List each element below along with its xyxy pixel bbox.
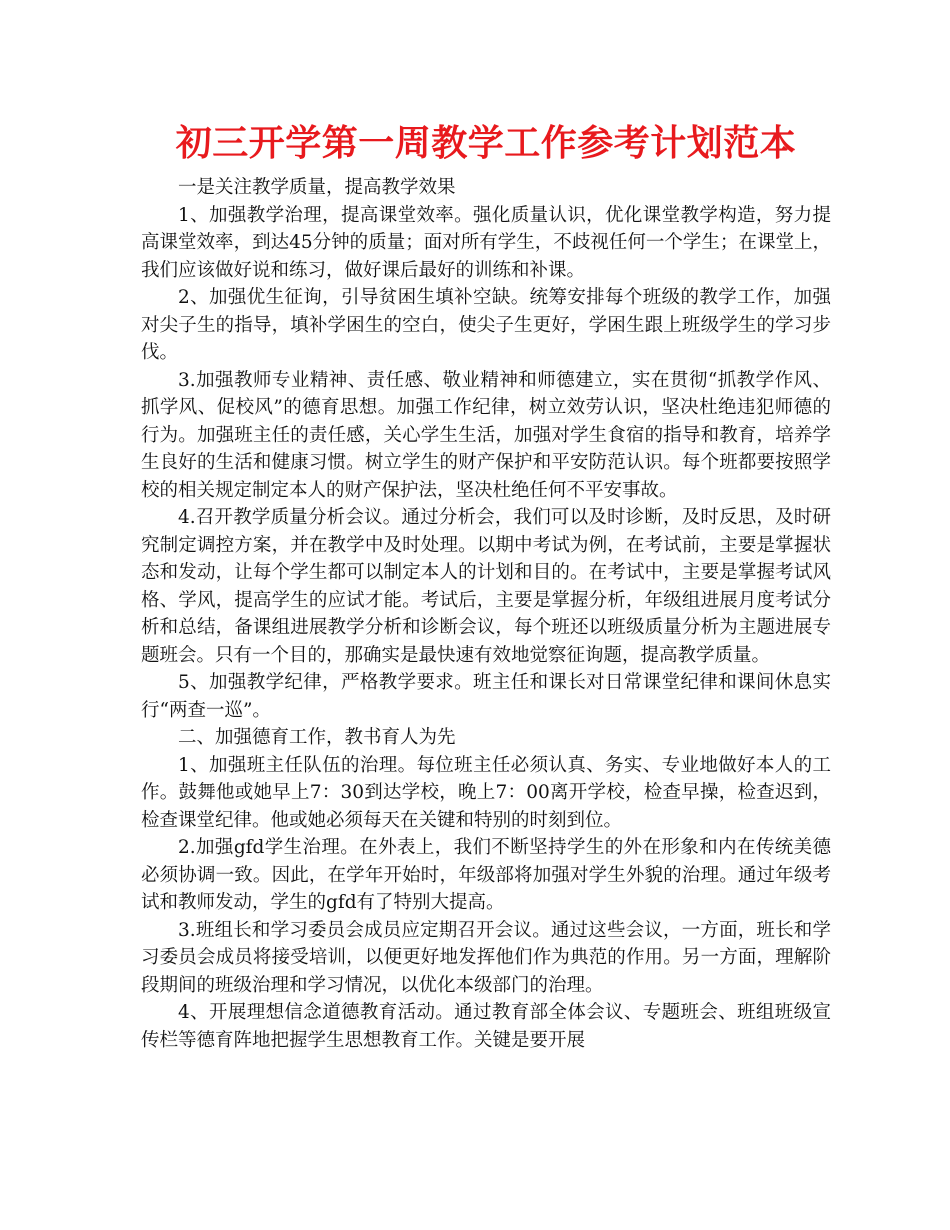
- paragraph-section-two-item-4: 4、开展理想信念道德教育活动。通过教育部全体会议、专题班会、班组班级宣传栏等德育阵地把握学生思想教育工作。关键是要开展: [141, 1002, 831, 1051]
- paragraph-item-2: 2、加强优生征询，引导贫困生填补空缺。统筹安排每个班级的教学工作，加强对尖子生的指导，填补学困生的空白，使尖子生更好，学困生跟上班级学生的学习步伐。: [141, 287, 831, 363]
- paragraph-item-4: 4.召开教学质量分析会议。通过分析会，我们可以及时诊断，及时反思，及时研究制定调控方案，并在教学中及时处理。以期中考试为例，在考试前，主要是掌握状态和发动，让每个学生都可以制定本人的计划和目的。在考试中，主要是掌握考试风格、学风，提高学生的应试才能。考试后，主要是掌握分析，年级组进展月度考试分析和总结，备课组进展教学分析和诊断会议，每个班还以班级质量分析为主题进展专题班会。只有一个目的，那确实是最快速有效地觉察征询题，提高教学质量。: [141, 507, 831, 666]
- paragraph-section-two-item-1: 1、加强班主任队伍的治理。每位班主任必须认真、务实、专业地做好本人的工作。鼓舞他或她早上7：30到达学校，晚上7：00离开学校，检查早操，检查迟到，检查课堂纪律。他或她必须每天在关键和特别的时刻到位。: [141, 754, 831, 831]
- paragraph-section-two-item-3: 3.班组长和学习委员会成员应定期召开会议。通过这些会议，一方面，班长和学习委员会成员将接受培训，以便更好地发挥他们作为典范的作用。另一方面，理解阶段期间的班级治理和学习情况，以优化本级部门的治理。: [141, 919, 831, 996]
- paragraph-item-3: 3.加强教师专业精神、责任感、敬业精神和师德建立，实在贯彻“抓教学作风、抓学风、促校风”的德育思想。加强工作纪律，树立效劳认识，坚决杜绝违犯师德的行为。加强班主任的责任感，关心学生生活，加强对学生食宿的指导和教育，培养学生良好的生活和健康习惯。树立学生的财产保护和平安防范认识。每个班都要按照学校的相关规定制定本人的财产保护法，坚决杜绝任何不平安事故。: [141, 369, 831, 501]
- paragraph-section-two-heading: 二、加强德育工作，教书育人为先: [178, 727, 456, 748]
- paragraph-item-1: 1、加强教学治理，提高课堂效率。强化质量认识，优化课堂教学构造，努力提高课堂效率，到达45分钟的质量；面对所有学生，不歧视任何一个学生；在课堂上，我们应该做好说和练习，做好课后最好的训练和补课。: [141, 204, 831, 281]
- document-title: 初三开学第一周教学工作参考计划范本: [175, 123, 797, 164]
- paragraph-section-one-heading: 一是关注教学质量，提高教学效果: [178, 177, 456, 198]
- document-page: [141, 118, 831, 1054]
- paragraph-section-two-item-2: 2.加强gfd学生治理。在外表上，我们不断坚持学生的外在形象和内在传统美德必须协调一致。因此，在学年开始时，年级部将加强对学生外貌的治理。通过年级考试和教师发动，学生的gfd有了特别大提高。: [141, 837, 831, 913]
- paragraph-item-5: 5、加强教学纪律，严格教学要求。班主任和课长对日常课堂纪律和课间休息实行“两查一巡”。: [141, 672, 831, 721]
